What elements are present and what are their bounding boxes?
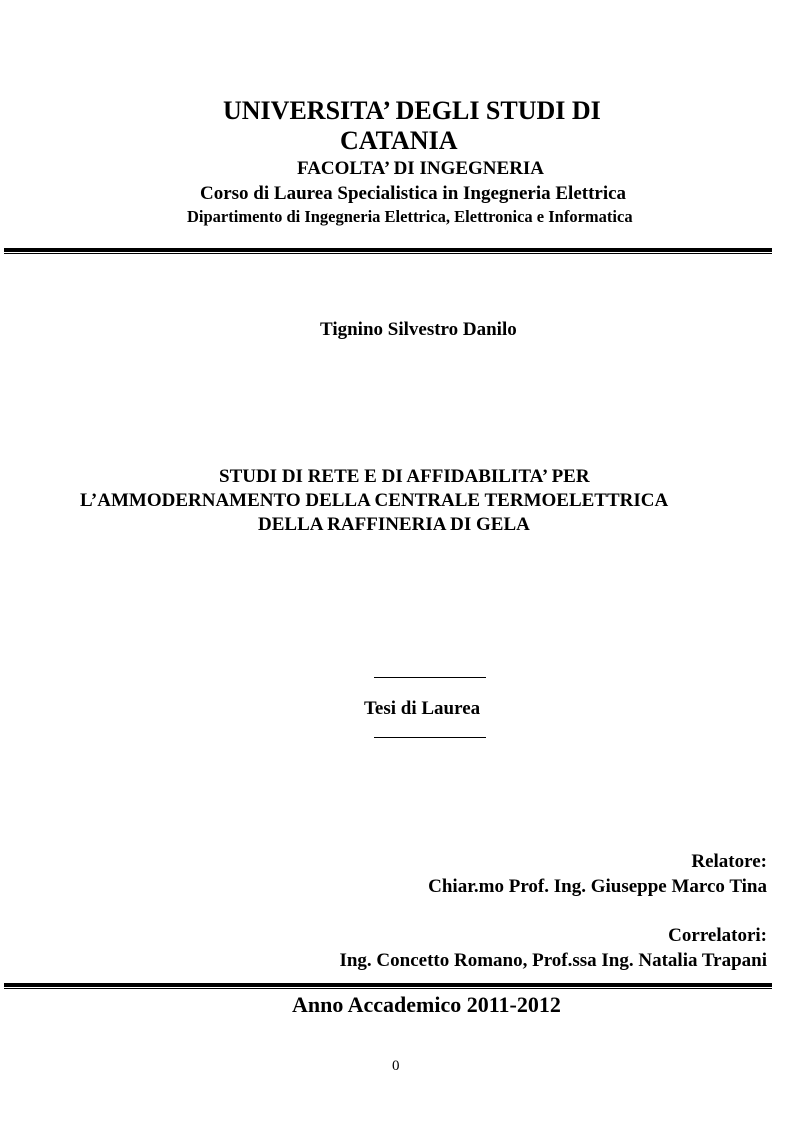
page-number: 0 bbox=[392, 1058, 400, 1074]
relatore-label: Relatore: bbox=[691, 851, 767, 872]
academic-year: Anno Accademico 2011-2012 bbox=[292, 992, 561, 1017]
university-name-line1: UNIVERSITA’ DEGLI STUDI DI bbox=[223, 96, 601, 125]
short-divider-bottom bbox=[374, 737, 486, 738]
university-name-line2: CATANIA bbox=[340, 126, 458, 155]
department-name: Dipartimento di Ingegneria Elettrica, Elettronica e Informatica bbox=[187, 207, 633, 226]
correlatori-label: Correlatori: bbox=[668, 925, 767, 946]
course-name: Corso di Laurea Specialistica in Ingegneria Elettrica bbox=[200, 183, 627, 204]
author-name: Tignino Silvestro Danilo bbox=[320, 319, 517, 340]
relatore-name: Chiar.mo Prof. Ing. Giuseppe Marco Tina bbox=[428, 876, 767, 897]
thesis-title-line2: L’AMMODERNAMENTO DELLA CENTRALE TERMOELETTRICA bbox=[80, 490, 669, 511]
bottom-divider bbox=[4, 983, 772, 989]
short-divider-top bbox=[374, 677, 486, 678]
faculty-name: FACOLTA’ DI INGEGNERIA bbox=[297, 158, 545, 179]
top-divider bbox=[4, 248, 772, 254]
thesis-title-line3: DELLA RAFFINERIA DI GELA bbox=[258, 514, 530, 535]
thesis-title-line1: STUDI DI RETE E DI AFFIDABILITA’ PER bbox=[219, 466, 590, 487]
correlatori-names: Ing. Concetto Romano, Prof.ssa Ing. Natalia Trapani bbox=[339, 950, 767, 971]
thesis-type: Tesi di Laurea bbox=[364, 698, 481, 719]
